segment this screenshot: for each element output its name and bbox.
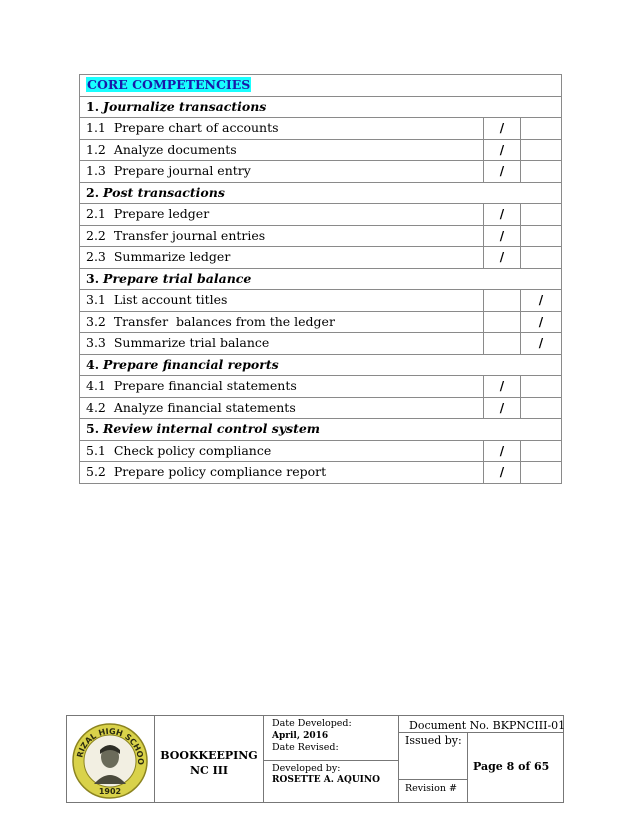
date-developed-value: April, 2016 (272, 731, 329, 741)
competency-group-cell (80, 354, 562, 376)
competency-item-row (80, 247, 562, 269)
checkmark-col-1: / (484, 462, 521, 484)
group-number: 3. (86, 270, 100, 286)
competency-item-label: 2.2 Transfer journal entries (80, 225, 484, 247)
competency-item-row (80, 376, 562, 398)
competency-item-row (80, 225, 562, 247)
core-competencies-heading: CORE COMPETENCIES (87, 77, 251, 93)
checkmark-col-2: / (521, 290, 562, 312)
competency-item-row (80, 397, 562, 419)
group-number: 4. (86, 356, 100, 372)
competency-item-label: 3.2 Transfer balances from the ledger (80, 311, 484, 333)
competency-item-row (80, 139, 562, 161)
group-number: 5. (86, 421, 100, 437)
checkmark-col-2: / (521, 311, 562, 333)
competency-item-label: 1.3 Prepare journal entry (80, 161, 484, 183)
group-title: Journalize transactions (103, 98, 267, 114)
competency-item-label: 1.2 Analyze documents (80, 139, 484, 161)
checkmark-col-2 (521, 397, 562, 419)
checkmark-col-1 (484, 290, 521, 312)
page-number: Page 8 of 65 (473, 760, 550, 773)
competency-item-row (80, 204, 562, 226)
competency-item-row (80, 161, 562, 183)
checkmark-col-2 (521, 161, 562, 183)
competency-group-row (80, 419, 562, 441)
competency-group-cell (80, 419, 562, 441)
table-header-row (80, 75, 562, 97)
competency-item-label: 3.3 Summarize trial balance (80, 333, 484, 355)
checkmark-col-1: / (484, 204, 521, 226)
checkmark-col-1: / (484, 440, 521, 462)
competency-group-cell (80, 96, 562, 118)
competency-item-label: 5.1 Check policy compliance (80, 440, 484, 462)
competency-group-cell (80, 182, 562, 204)
revision-label: Revision # (405, 783, 457, 794)
checkmark-col-1: / (484, 225, 521, 247)
competency-item-row (80, 440, 562, 462)
competency-item-label: 5.2 Prepare policy compliance report (80, 462, 484, 484)
checkmark-col-2 (521, 462, 562, 484)
competency-item-row (80, 462, 562, 484)
checkmark-col-1: / (484, 247, 521, 269)
checkmark-col-1: / (484, 118, 521, 140)
competency-group-cell (80, 268, 562, 290)
group-number: 2. (86, 184, 100, 200)
competency-item-label: 1.1 Prepare chart of accounts (80, 118, 484, 140)
checkmark-col-2 (521, 440, 562, 462)
checkmark-col-1: / (484, 161, 521, 183)
date-developed-label: Date Developed: (272, 718, 352, 729)
issued-page-divider (467, 732, 468, 802)
competency-item-row (80, 118, 562, 140)
checkmark-col-2 (521, 225, 562, 247)
dates-divider (264, 760, 398, 761)
table-header-cell (80, 75, 562, 97)
checkmark-col-2 (521, 118, 562, 140)
group-title: Prepare trial balance (103, 270, 252, 286)
competency-item-row (80, 290, 562, 312)
svg-text:1902: 1902 (98, 787, 122, 796)
competency-group-row (80, 354, 562, 376)
issued-by-label: Issued by: (405, 734, 462, 747)
course-level: NC III (189, 764, 229, 777)
svg-text:RIZAL HIGH SCHOOL: RIZAL HIGH SCHOO (75, 726, 146, 766)
developed-by-label: Developed by: (272, 763, 341, 774)
checkmark-col-1: / (484, 376, 521, 398)
date-revised-label: Date Revised: (272, 742, 339, 753)
checkmark-col-2 (521, 376, 562, 398)
school-seal-logo (67, 716, 153, 802)
competency-item-row (80, 311, 562, 333)
course-name: BOOKKEEPING (160, 749, 258, 762)
checkmark-col-1 (484, 311, 521, 333)
document-number: Document No. BKPNCIII-01 (409, 719, 566, 732)
doc-divider (399, 732, 563, 733)
logo-cell (67, 716, 155, 802)
competency-item-label: 4.1 Prepare financial statements (80, 376, 484, 398)
competency-group-row (80, 182, 562, 204)
revision-divider (399, 779, 467, 780)
checkmark-col-1 (484, 333, 521, 355)
competency-group-row (80, 268, 562, 290)
competencies-table (79, 74, 562, 484)
checkmark-col-1: / (484, 139, 521, 161)
document-footer (66, 715, 564, 803)
group-title: Post transactions (103, 184, 225, 200)
competency-item-row (80, 333, 562, 355)
checkmark-col-2: / (521, 333, 562, 355)
competencies-body (80, 75, 562, 484)
course-cell (155, 716, 264, 802)
competency-group-row (80, 96, 562, 118)
dates-cell (264, 716, 399, 802)
competency-item-label: 2.1 Prepare ledger (80, 204, 484, 226)
course-title (155, 748, 263, 778)
group-title: Prepare financial reports (103, 356, 279, 372)
competency-item-label: 3.1 List account titles (80, 290, 484, 312)
checkmark-col-2 (521, 204, 562, 226)
competency-item-label: 2.3 Summarize ledger (80, 247, 484, 269)
competency-item-label: 4.2 Analyze financial statements (80, 397, 484, 419)
developed-by-value: ROSETTE A. AQUINO (272, 775, 380, 785)
checkmark-col-2 (521, 139, 562, 161)
checkmark-col-2 (521, 247, 562, 269)
group-number: 1. (86, 98, 100, 114)
group-title: Review internal control system (103, 421, 321, 437)
checkmark-col-1: / (484, 397, 521, 419)
